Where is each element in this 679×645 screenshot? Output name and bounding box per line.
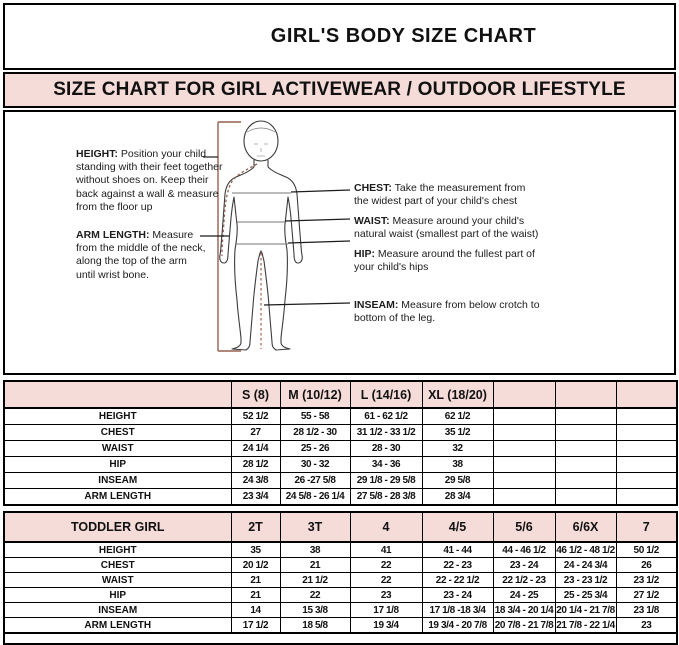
size-cell: 25 - 26 xyxy=(280,441,350,457)
size-cell: 23 xyxy=(616,618,677,634)
size-cell xyxy=(555,473,616,489)
size-cell xyxy=(616,441,677,457)
size-cell xyxy=(616,473,677,489)
banner xyxy=(3,72,676,108)
hip-leader-line xyxy=(288,241,350,243)
waist-note xyxy=(354,215,552,241)
row-label: HEIGHT xyxy=(4,408,231,425)
size-cell: 28 3/4 xyxy=(422,489,493,506)
table-row xyxy=(4,457,677,473)
child-figure xyxy=(220,121,303,350)
size-cell: 35 xyxy=(231,542,280,558)
column-header xyxy=(616,381,677,408)
size-cell: 22 - 23 xyxy=(422,558,493,573)
size-cell: 26 -27 5/8 xyxy=(280,473,350,489)
size-cell: 28 1/2 xyxy=(231,457,280,473)
table-row xyxy=(4,441,677,457)
size-cell: 23 1/8 xyxy=(616,603,677,618)
size-cell: 25 - 25 3/4 xyxy=(555,588,616,603)
size-cell xyxy=(555,489,616,506)
size-cell: 22 xyxy=(350,573,422,588)
height-note xyxy=(76,148,228,214)
size-cell: 20 1/4 - 21 7/8 xyxy=(556,604,615,616)
row-label: HIP xyxy=(4,588,231,603)
chest-note xyxy=(354,182,542,208)
size-cell: 23 1/2 xyxy=(616,573,677,588)
size-cell: 61 - 62 1/2 xyxy=(350,408,422,425)
row-label: INSEAM xyxy=(4,473,231,489)
size-cell: 24 5/8 - 26 1/4 xyxy=(280,489,350,506)
size-cell: 14 xyxy=(231,603,280,618)
size-cell: 21 1/2 xyxy=(280,573,350,588)
waist-note-text: Measure around your child's natural waist (smallest part of the waist) xyxy=(354,215,539,241)
size-cell: 22 xyxy=(280,588,350,603)
row-label: CHEST xyxy=(4,558,231,573)
chest-note-label: CHEST: xyxy=(354,182,392,194)
arm-length-note xyxy=(76,229,208,282)
size-cell: 41 - 44 xyxy=(422,542,493,558)
size-cell: 18 3/4 - 20 1/4 xyxy=(494,604,554,616)
row-label: HIP xyxy=(4,457,231,473)
toddler-size-table xyxy=(3,511,678,645)
row-label: WAIST xyxy=(4,573,231,588)
size-cell: 23 xyxy=(350,588,422,603)
size-cell xyxy=(616,425,677,441)
size-cell xyxy=(493,425,555,441)
size-cell: 17 1/8 -18 3/4 xyxy=(422,603,493,618)
size-cell: 22 1/2 - 23 xyxy=(493,573,555,588)
table-row xyxy=(4,603,677,618)
size-cell xyxy=(555,425,616,441)
column-header xyxy=(555,381,616,408)
size-cell xyxy=(493,489,555,506)
size-cell: 46 1/2 - 48 1/2 xyxy=(555,542,616,558)
size-cell: 20 7/8 - 21 7/8 xyxy=(493,618,555,634)
banner-title: SIZE CHART FOR GIRL ACTIVEWEAR / OUTDOOR LIFESTYLE xyxy=(53,79,626,100)
column-header: 7 xyxy=(616,512,677,542)
column-header: 6/6X xyxy=(555,512,616,542)
column-header: 5/6 xyxy=(493,512,555,542)
size-cell: 18 5/8 xyxy=(280,618,350,634)
size-cell: 41 xyxy=(350,542,422,558)
table-row xyxy=(4,573,677,588)
arm-length-note-label: ARM LENGTH: xyxy=(76,229,150,241)
table-row xyxy=(4,542,677,558)
size-cell: 19 3/4 xyxy=(350,618,422,634)
inseam-leader-line xyxy=(264,303,350,305)
size-cell xyxy=(493,473,555,489)
row-label: INSEAM xyxy=(4,603,231,618)
size-cell: 21 xyxy=(231,573,280,588)
size-cell: 32 xyxy=(422,441,493,457)
size-cell: 29 1/8 - 29 5/8 xyxy=(350,473,422,489)
column-header xyxy=(4,381,231,408)
column-header xyxy=(493,381,555,408)
size-cell: 34 - 36 xyxy=(350,457,422,473)
height-note-text: Position your child standing with their feet together without shoes on. Keep their back against a wall & measure from the floor up xyxy=(76,148,223,213)
girls-size-table xyxy=(3,380,678,506)
size-cell xyxy=(616,408,677,425)
column-header: TODDLER GIRL xyxy=(4,512,231,542)
size-cell xyxy=(616,489,677,506)
size-cell xyxy=(493,457,555,473)
size-cell: 62 1/2 xyxy=(422,408,493,425)
size-cell: 27 1/2 xyxy=(616,588,677,603)
row-label: WAIST xyxy=(4,441,231,457)
bottom-spacer-row xyxy=(4,633,677,644)
title-box xyxy=(3,3,676,70)
page-title: GIRL'S BODY SIZE CHART xyxy=(270,25,537,47)
table-row xyxy=(4,618,677,634)
size-cell: 22 xyxy=(350,558,422,573)
size-cell: 30 - 32 xyxy=(280,457,350,473)
size-cell: 23 - 23 1/2 xyxy=(555,573,616,588)
size-cell: 35 1/2 xyxy=(422,425,493,441)
chest-leader-line xyxy=(291,190,350,192)
hip-note-label: HIP: xyxy=(354,248,375,260)
height-note-label: HEIGHT: xyxy=(76,148,118,160)
size-cell xyxy=(555,408,616,425)
row-label: CHEST xyxy=(4,425,231,441)
size-cell: 20 1/2 xyxy=(231,558,280,573)
size-cell: 22 - 22 1/2 xyxy=(422,573,493,588)
size-cell: 38 xyxy=(280,542,350,558)
column-header: 3T xyxy=(280,512,350,542)
column-header: L (14/16) xyxy=(350,381,422,408)
toddler-size-header-row xyxy=(4,512,677,542)
column-header: 4/5 xyxy=(422,512,493,542)
inseam-note-label: INSEAM: xyxy=(354,299,399,311)
size-cell: 24 - 24 3/4 xyxy=(555,558,616,573)
waist-note-label: WAIST: xyxy=(354,215,390,227)
bottom-spacer-cell xyxy=(4,633,677,644)
size-cell: 27 5/8 - 28 3/8 xyxy=(350,489,422,506)
column-header: 2T xyxy=(231,512,280,542)
size-cell: 23 - 24 xyxy=(493,558,555,573)
size-cell: 44 - 46 1/2 xyxy=(493,542,555,558)
table-row xyxy=(4,425,677,441)
row-label: HEIGHT xyxy=(4,542,231,558)
inseam-note-text: Measure from below crotch to bottom of the leg. xyxy=(354,299,540,325)
size-cell xyxy=(493,408,555,425)
waist-leader-line xyxy=(285,219,350,221)
size-cell: 28 - 30 xyxy=(350,441,422,457)
inseam-note xyxy=(354,299,564,325)
table-row xyxy=(4,408,677,425)
size-cell: 31 1/2 - 33 1/2 xyxy=(350,425,422,441)
column-header: M (10/12) xyxy=(280,381,350,408)
size-cell: 19 3/4 - 20 7/8 xyxy=(422,618,493,634)
size-cell: 38 xyxy=(422,457,493,473)
size-cell: 24 1/4 xyxy=(231,441,280,457)
size-cell: 28 1/2 - 30 xyxy=(280,425,350,441)
table-row xyxy=(4,489,677,506)
size-cell xyxy=(616,457,677,473)
size-cell: 50 1/2 xyxy=(616,542,677,558)
column-header: XL (18/20) xyxy=(422,381,493,408)
size-cell: 23 - 24 xyxy=(422,588,493,603)
chest-note-text: Take the measurement from the widest part of your child's chest xyxy=(354,182,526,208)
column-header: 4 xyxy=(350,512,422,542)
arm-length-note-text: Measure from the middle of the neck, along the top of the arm until wrist bone. xyxy=(76,229,206,281)
size-cell: 15 3/8 xyxy=(280,603,350,618)
girls-size-header-row xyxy=(4,381,677,408)
size-cell: 29 5/8 xyxy=(422,473,493,489)
table-row xyxy=(4,473,677,489)
table-row xyxy=(4,558,677,573)
table-row xyxy=(4,588,677,603)
size-cell: 27 xyxy=(231,425,280,441)
row-label: ARM LENGTH xyxy=(4,618,231,634)
size-cell: 24 3/8 xyxy=(231,473,280,489)
size-cell: 21 7/8 - 22 1/4 xyxy=(555,618,616,634)
size-cell: 26 xyxy=(616,558,677,573)
size-cell: 52 1/2 xyxy=(231,408,280,425)
measurement-diagram xyxy=(3,110,676,375)
hip-note-text: Measure around the fullest part of your child's hips xyxy=(354,248,535,274)
size-cell: 17 1/2 xyxy=(231,618,280,634)
size-cell: 21 xyxy=(280,558,350,573)
size-cell xyxy=(555,441,616,457)
column-header: S (8) xyxy=(231,381,280,408)
size-cell: 17 1/8 xyxy=(350,603,422,618)
size-cell xyxy=(555,457,616,473)
size-cell: 21 xyxy=(231,588,280,603)
size-cell xyxy=(493,441,555,457)
size-cell: 24 - 25 xyxy=(493,588,555,603)
row-label: ARM LENGTH xyxy=(4,489,231,506)
size-cell: 55 - 58 xyxy=(280,408,350,425)
size-cell: 23 3/4 xyxy=(231,489,280,506)
hip-note xyxy=(354,248,542,274)
